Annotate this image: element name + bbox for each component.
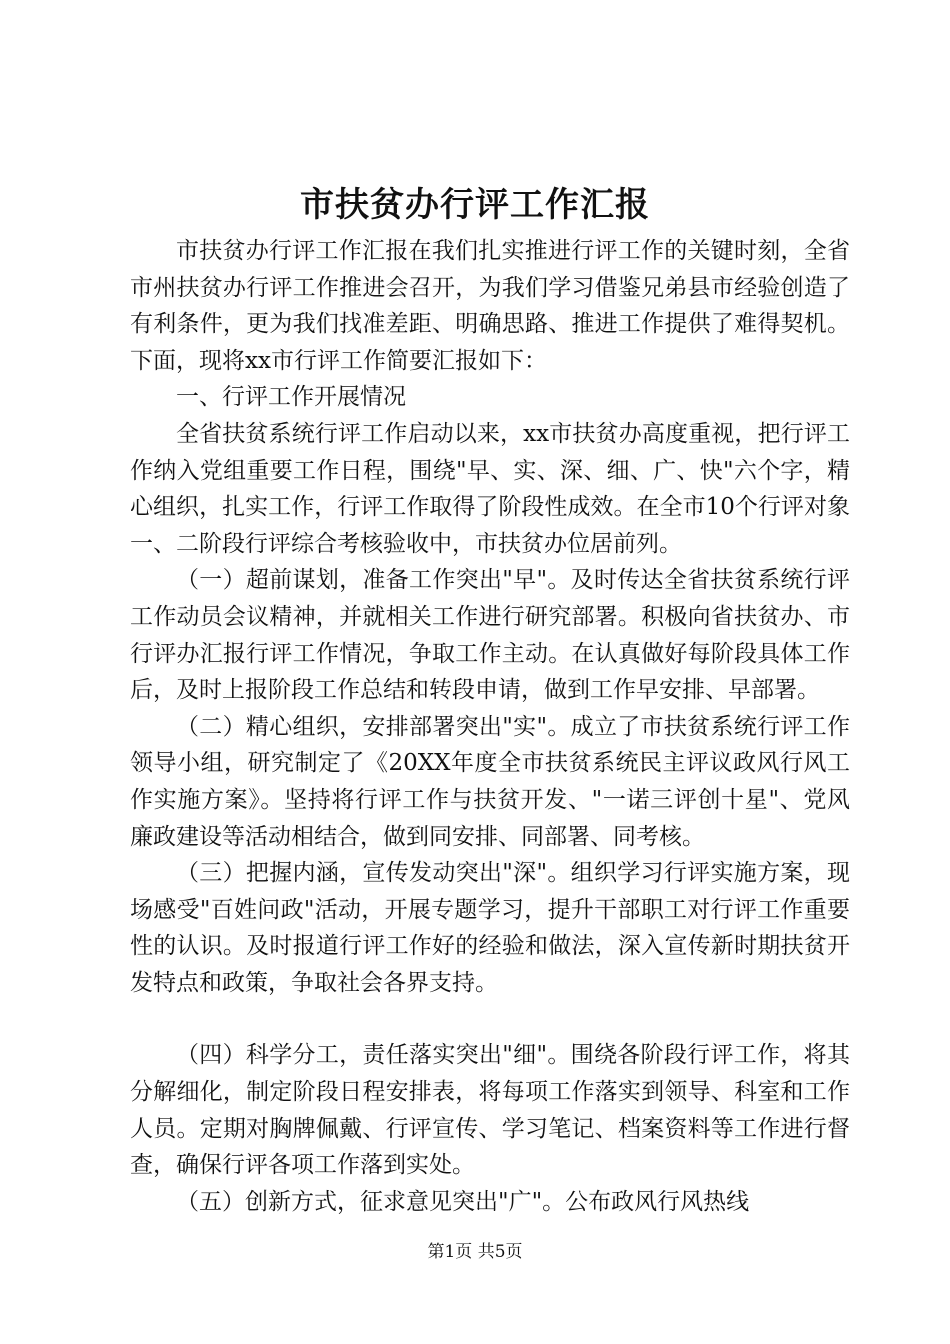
body-paragraph: （五）创新方式，征求意见突出"广"。公布政风行风热线 <box>176 1188 750 1215</box>
document-title: 市扶贫办行评工作汇报 <box>300 185 650 225</box>
body-paragraph: （三）把握内涵，宣传发动突出"深"。组织学习行评实施方案，现场感受"百姓问政"活动，开展专题学习，提升干部职工对行评工作重要性的认识。及时报道行评工作好的经验和做法，深入宣传新时期扶贫开发特点和政策，争取社会各界支持。 <box>130 860 850 996</box>
section-heading: 一、行评工作开展情况 <box>176 384 406 411</box>
body-paragraph: （二）精心组织，安排部署突出"实"。成立了市扶贫系统行评工作领导小组，研究制定了《20XX年度全市扶贫系统民主评议政风行风工作实施方案》。坚持将行评工作与扶贫开发、"一诺三评创十星"、党风廉政建设等活动相结合，做到同安排、同部署、同考核。 <box>130 713 850 850</box>
intro-paragraph: 市扶贫办行评工作汇报在我们扎实推进行评工作的关键时刻，全省市州扶贫办行评工作推进会召开，为我们学习借鉴兄弟县市经验创造了有利条件，更为我们找准差距、明确思路、推进工作提供了难得契机。下面，现将xx市行评工作简要汇报如下： <box>130 238 850 374</box>
document-body <box>130 233 850 1220</box>
page-number: 第1页 共5页 <box>427 1242 523 1262</box>
body-paragraph: 全省扶贫系统行评工作启动以来，xx市扶贫办高度重视，把行评工作纳入党组重要工作日程，围绕"早、实、深、细、广、快"六个字，精心组织，扎实工作，行评工作取得了阶段性成效。在全市10个行评对象一、二阶段行评综合考核验收中，市扶贫办位居前列。 <box>130 420 850 557</box>
body-paragraph: （四）科学分工，责任落实突出"细"。围绕各阶段行评工作，将其分解细化，制定阶段日程安排表，将每项工作落实到领导、科室和工作人员。定期对胸牌佩戴、行评宣传、学习笔记、档案资料等工作进行督查，确保行评各项工作落到实处。 <box>130 1042 850 1179</box>
body-paragraph: （一）超前谋划，准备工作突出"早"。及时传达全省扶贫系统行评工作动员会议精神，并就相关工作进行研究部署。积极向省扶贫办、市行评办汇报行评工作情况，争取工作主动。在认真做好每阶段具体工作后，及时上报阶段工作总结和转段申请，做到工作早安排、早部署。 <box>130 567 850 704</box>
